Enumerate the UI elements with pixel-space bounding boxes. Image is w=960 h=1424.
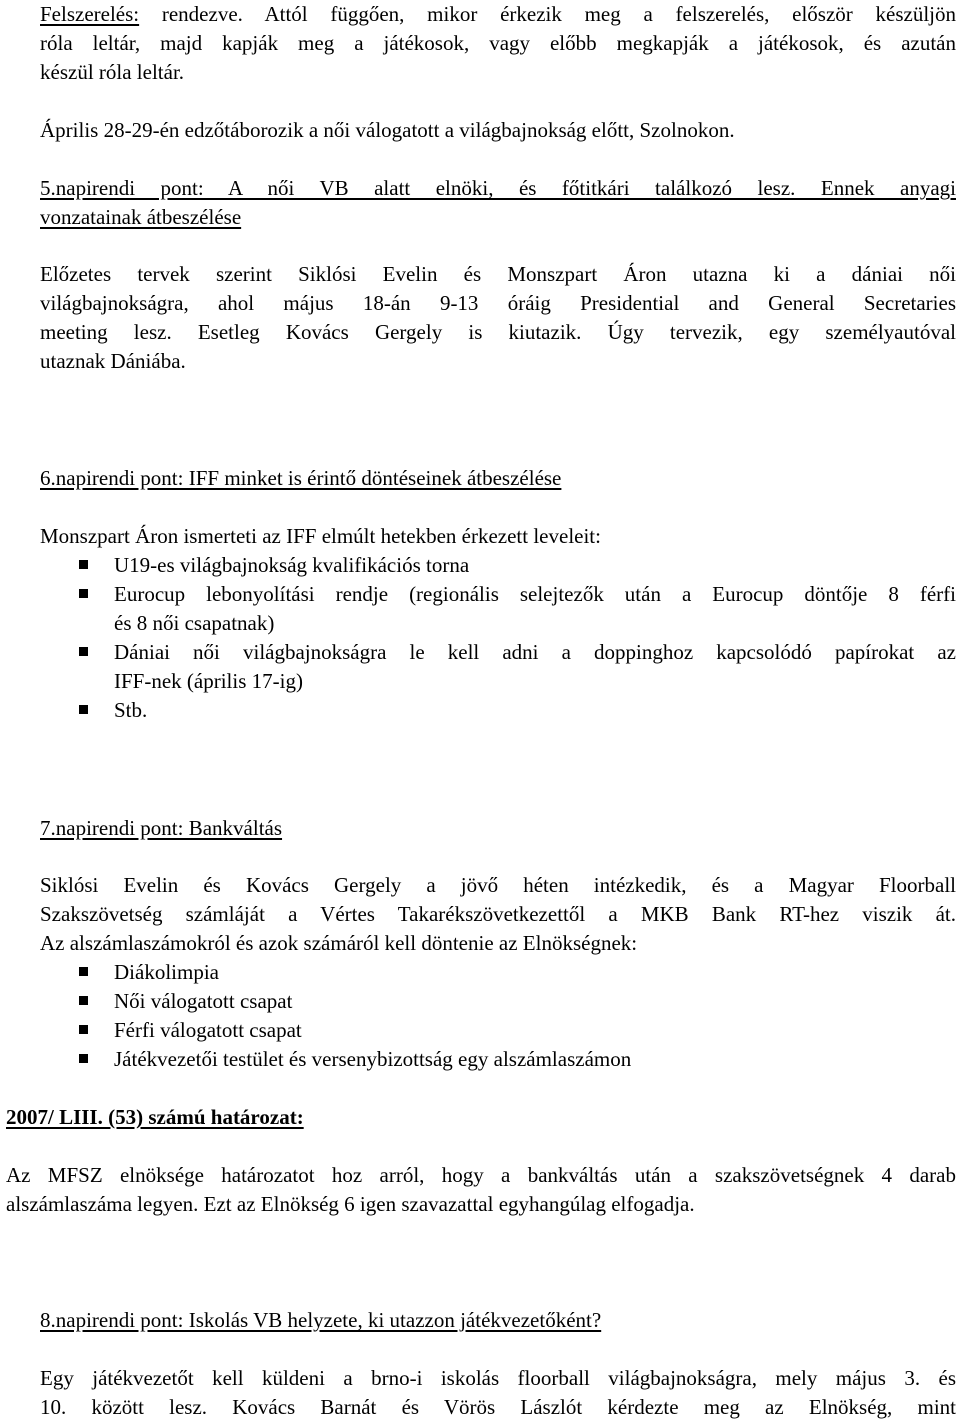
resolution-line: alszámlaszáma legyen. Ezt az Elnökség 6 igen szavazattal egyhangúlag elfogadja. [6,1192,695,1216]
felszereles-paragraph [40,0,956,87]
item-5-heading [40,174,956,232]
item-6-intro: Monszpart Áron ismerteti az IFF elmúlt hetekben érkezett leveleit: [40,524,601,548]
bullet-square-icon [79,647,88,656]
list-item: U19-es világbajnokság kvalifikációs torna [40,551,956,580]
item-7-bullet-list [40,958,956,1074]
bullet-square-icon [79,589,88,598]
item-5-body-line: utaznak Dániába. [40,349,186,373]
list-item: Diákolimpia [40,958,956,987]
felszereles-line-2: róla leltár, majd kapják meg a játékosok, vagy előbb megkapják a játékosok, és azután [40,31,956,55]
list-item: Eurocup lebonyolítási rendje (regionális selejtezők után a Eurocup döntője 8 férfi és 8 női csapatnak) [40,580,956,638]
item-5-heading-line-2: vonzatainak átbeszélése [40,205,242,229]
list-item: Férfi válogatott csapat [40,1016,956,1045]
item-6-heading: 6.napirendi pont: IFF minket is érintő döntéseinek átbeszélése [40,466,562,490]
list-item: Stb. [40,696,956,725]
bullet-square-icon [79,560,88,569]
felszereles-label: Felszerelés: [40,2,140,26]
item-8-body [40,1364,956,1422]
item-8-body-line: 10. között lesz. Kovács Barnát és Vörös Lászlót kérdezte meg az Elnökség, mint [40,1395,956,1419]
resolution-heading: 2007/ LIII. (53) számú határozat: [6,1105,304,1129]
item-6-bullet-list [40,551,956,725]
item-5-heading-line-1: 5.napirendi pont: A női VB alatt elnöki, és főtitkári találkozó lesz. Ennek anyagi [40,176,956,200]
item-5-body [40,260,956,376]
item-7-body-line: Szakszövetség számláját a Vértes Takarékszövetkezettől a MKB Bank RT-hez viszik át. [40,902,956,926]
list-item: Női válogatott csapat [40,987,956,1016]
felszereles-line-1: Felszerelés: rendezve. Attól függően, mikor érkezik meg a felszerelés, először készüljön [40,2,956,26]
resolution-line: Az MFSZ elnöksége határozatot hoz arról, hogy a bankváltás után a szakszövetségnek 4 darab [6,1163,956,1187]
bullet-square-icon [79,705,88,714]
item-7-body-line: Az alszámlaszámokról és azok számáról kell döntenie az Elnökségnek: [40,931,638,955]
item-5-body-line: meeting lesz. Esetleg Kovács Gergely is kiutazik. Úgy tervezik, egy személyautóval [40,320,956,344]
bullet-square-icon [79,996,88,1005]
item-8-body-line: Egy játékvezetőt kell küldeni a brno-i iskolás floorball világbajnokságra, mely május 3. és [40,1366,956,1390]
list-item: Dániai női világbajnokságra le kell adni a doppinghoz kapcsolódó papírokat az IFF-nek (április 17-ig) [40,638,956,696]
item-7-heading: 7.napirendi pont: Bankváltás [40,816,283,840]
resolution-body [6,1161,956,1219]
list-item: Játékvezetői testület és versenybizottság egy alszámlaszámon [40,1045,956,1074]
felszereles-line-3: készül róla leltár. [40,60,185,84]
item-5-body-line: világbajnokságra, ahol május 18-án 9-13 óráig Presidential and General Secretaries [40,291,956,315]
edzotabor-paragraph: Április 28-29-én edzőtáborozik a női válogatott a világbajnokság előtt, Szolnokon. [40,118,735,142]
bullet-square-icon [79,1054,88,1063]
item-7-body-line: Siklósi Evelin és Kovács Gergely a jövő héten intézkedik, és a Magyar Floorball [40,873,956,897]
bullet-square-icon [79,967,88,976]
item-8-heading: 8.napirendi pont: Iskolás VB helyzete, ki utazzon játékvezetőként? [40,1308,602,1332]
item-7-body [40,871,956,958]
bullet-square-icon [79,1025,88,1034]
item-5-body-line: Előzetes tervek szerint Siklósi Evelin és Monszpart Áron utazna ki a dániai női [40,262,956,286]
